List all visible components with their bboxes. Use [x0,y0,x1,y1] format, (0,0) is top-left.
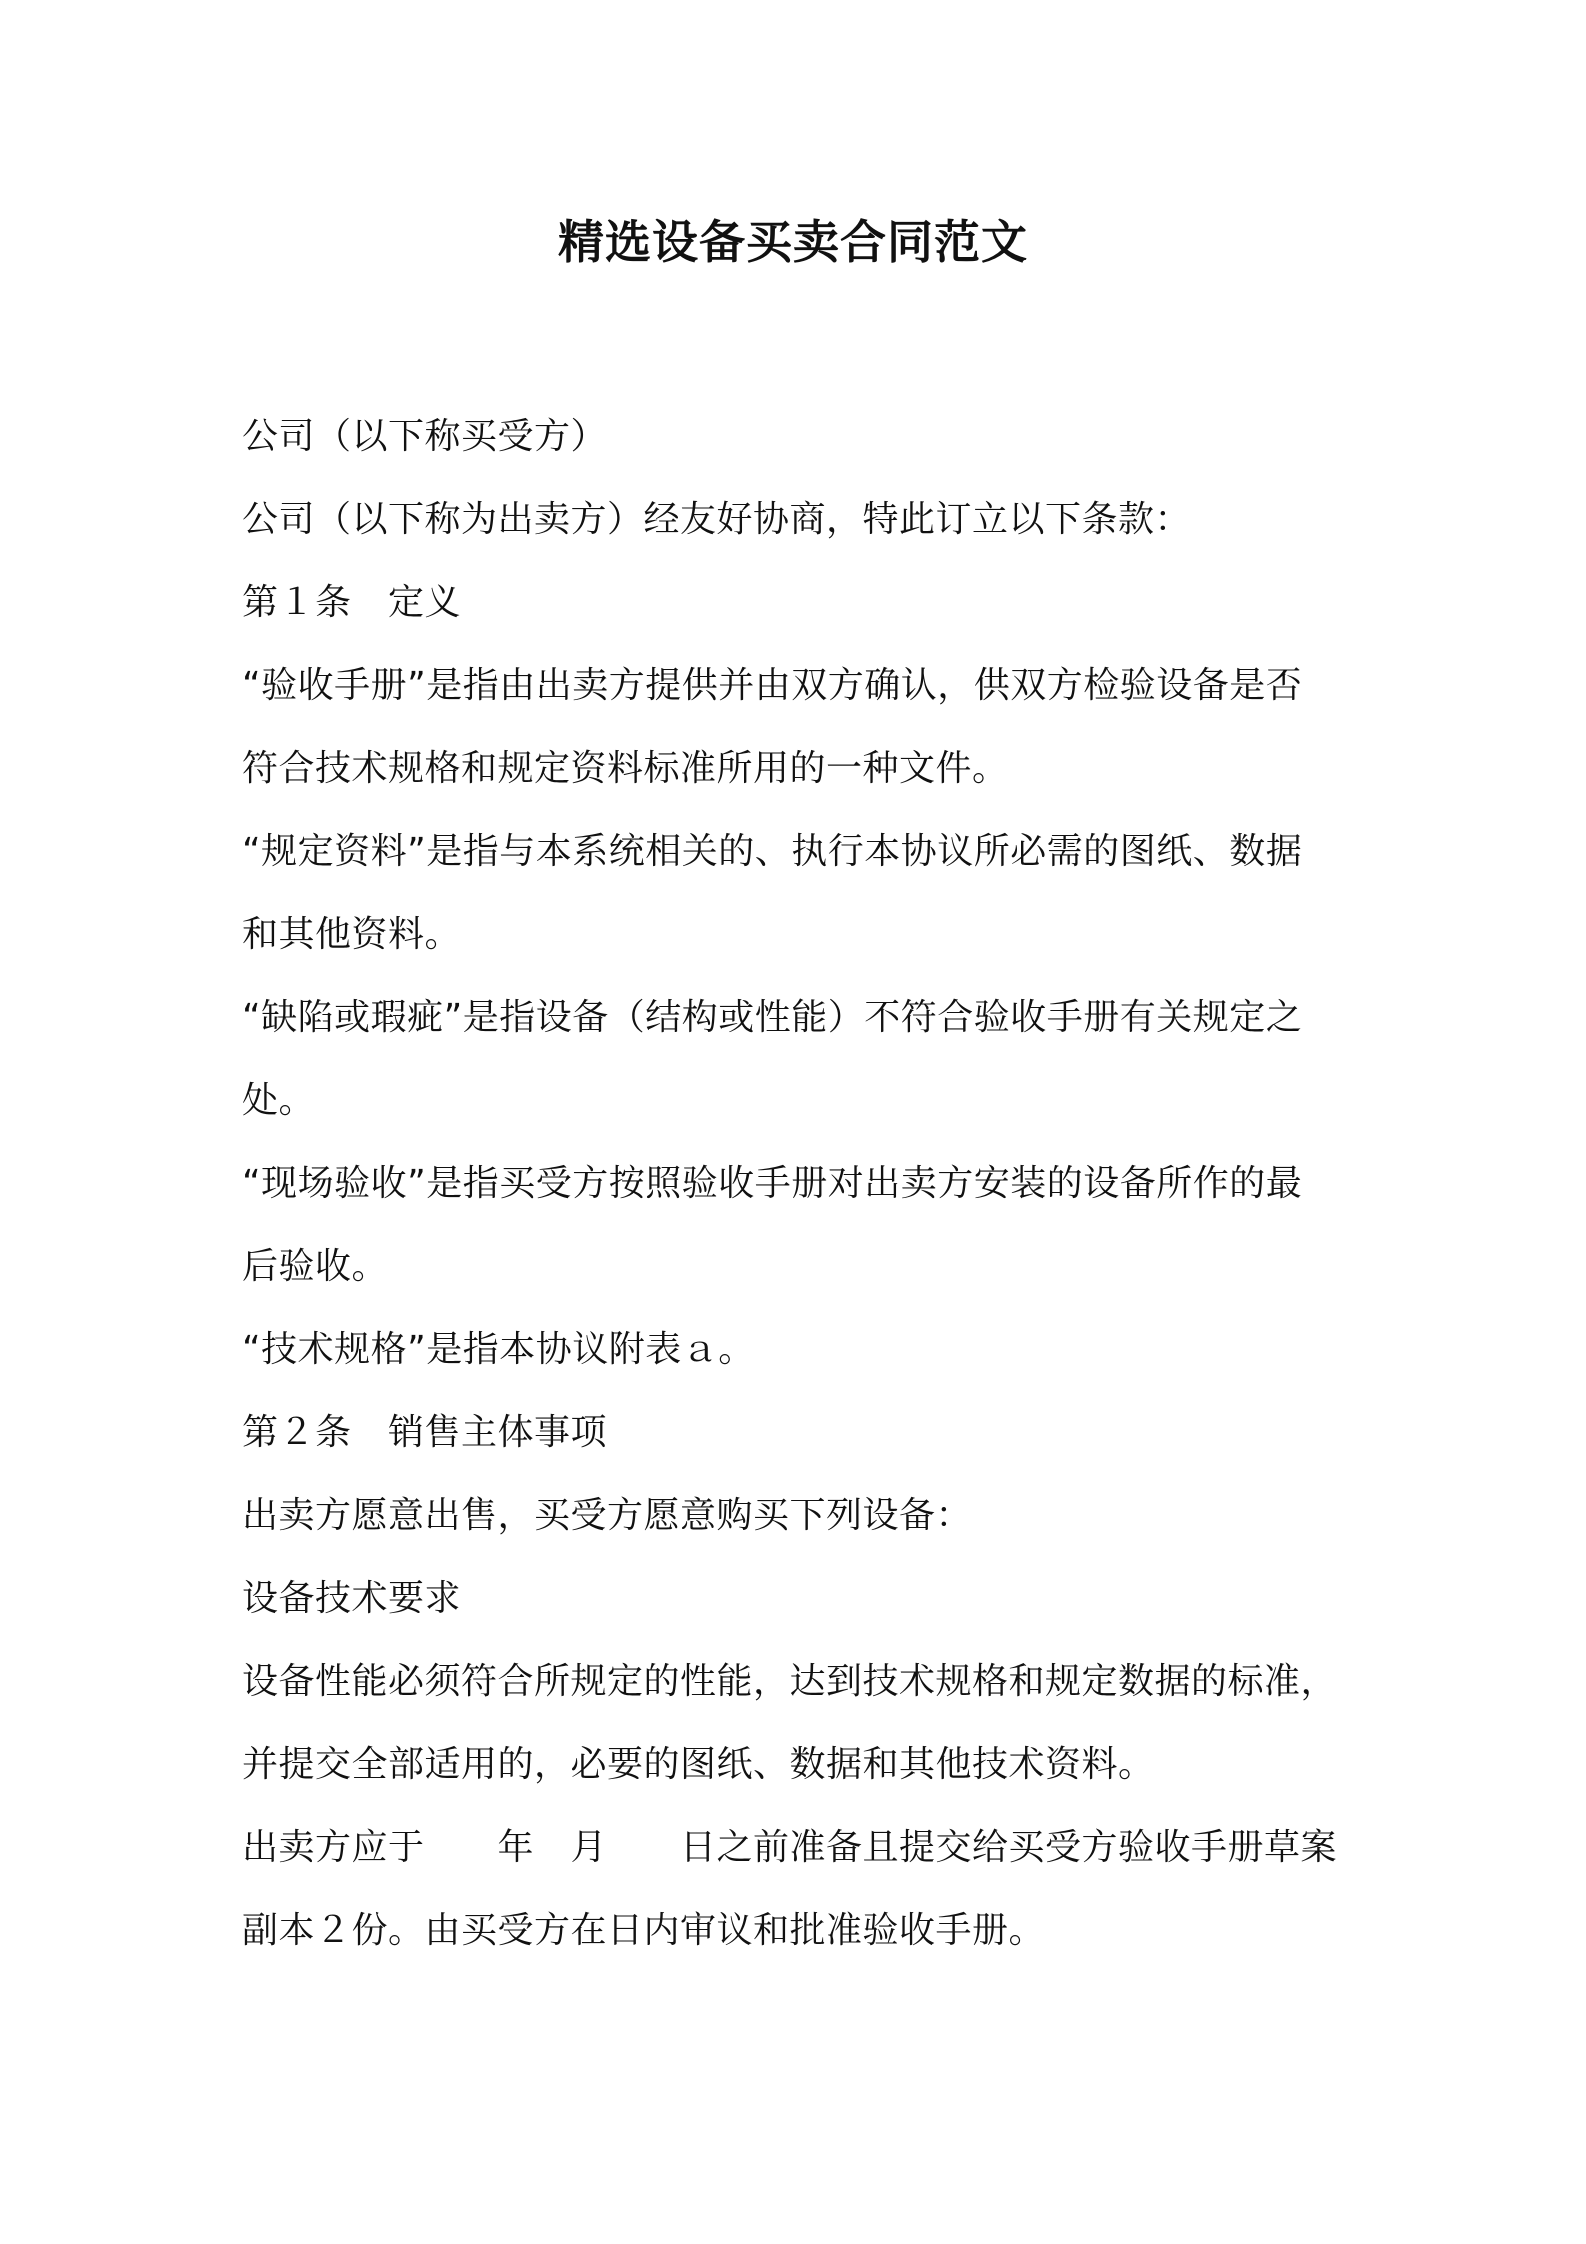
definition-defect-line-1: “缺陷或瑕疵”是指设备（结构或性能）不符合验收手册有关规定之 [242,997,1303,1038]
manual-draft-deadline-line-1: 出卖方应于 年 月 日之前准备且提交给买受方验收手册草案 [242,1827,1338,1868]
document-title: 精选设备买卖合同范文 [558,215,1028,269]
manual-draft-deadline-line-2: 副本２份。由买受方在日内审议和批准验收手册。 [242,1910,1046,1951]
article-1-heading: 第１条 定义 [242,582,462,623]
definition-specified-materials-line-2: 和其他资料。 [242,914,462,955]
definition-technical-spec-line: “技术规格”是指本协议附表ａ。 [242,1329,755,1370]
definition-site-acceptance-line-2: 后验收。 [242,1246,389,1287]
definition-defect-line-2: 处。 [242,1080,316,1121]
definition-acceptance-manual-line-2: 符合技术规格和规定资料标准所用的一种文件。 [242,748,1009,789]
equipment-requirements-heading: 设备技术要求 [242,1578,462,1619]
performance-requirement-line-2: 并提交全部适用的，必要的图纸、数据和其他技术资料。 [242,1744,1155,1785]
definition-specified-materials-line-1: “规定资料”是指与本系统相关的、执行本协议所必需的图纸、数据 [242,831,1303,872]
definition-site-acceptance-line-1: “现场验收”是指买受方按照验收手册对出卖方安装的设备所作的最 [242,1163,1303,1204]
performance-requirement-line-1: 设备性能必须符合所规定的性能，达到技术规格和规定数据的标准， [242,1661,1338,1702]
party-seller-line: 公司（以下称为出卖方）经友好协商，特此订立以下条款： [242,499,1192,540]
sale-statement-line: 出卖方愿意出售，买受方愿意购买下列设备： [242,1495,973,1536]
definition-acceptance-manual-line-1: “验收手册”是指由出卖方提供并由双方确认，供双方检验设备是否 [242,665,1303,706]
party-buyer-line: 公司（以下称买受方） [242,416,608,457]
article-2-heading: 第２条 销售主体事项 [242,1412,608,1453]
